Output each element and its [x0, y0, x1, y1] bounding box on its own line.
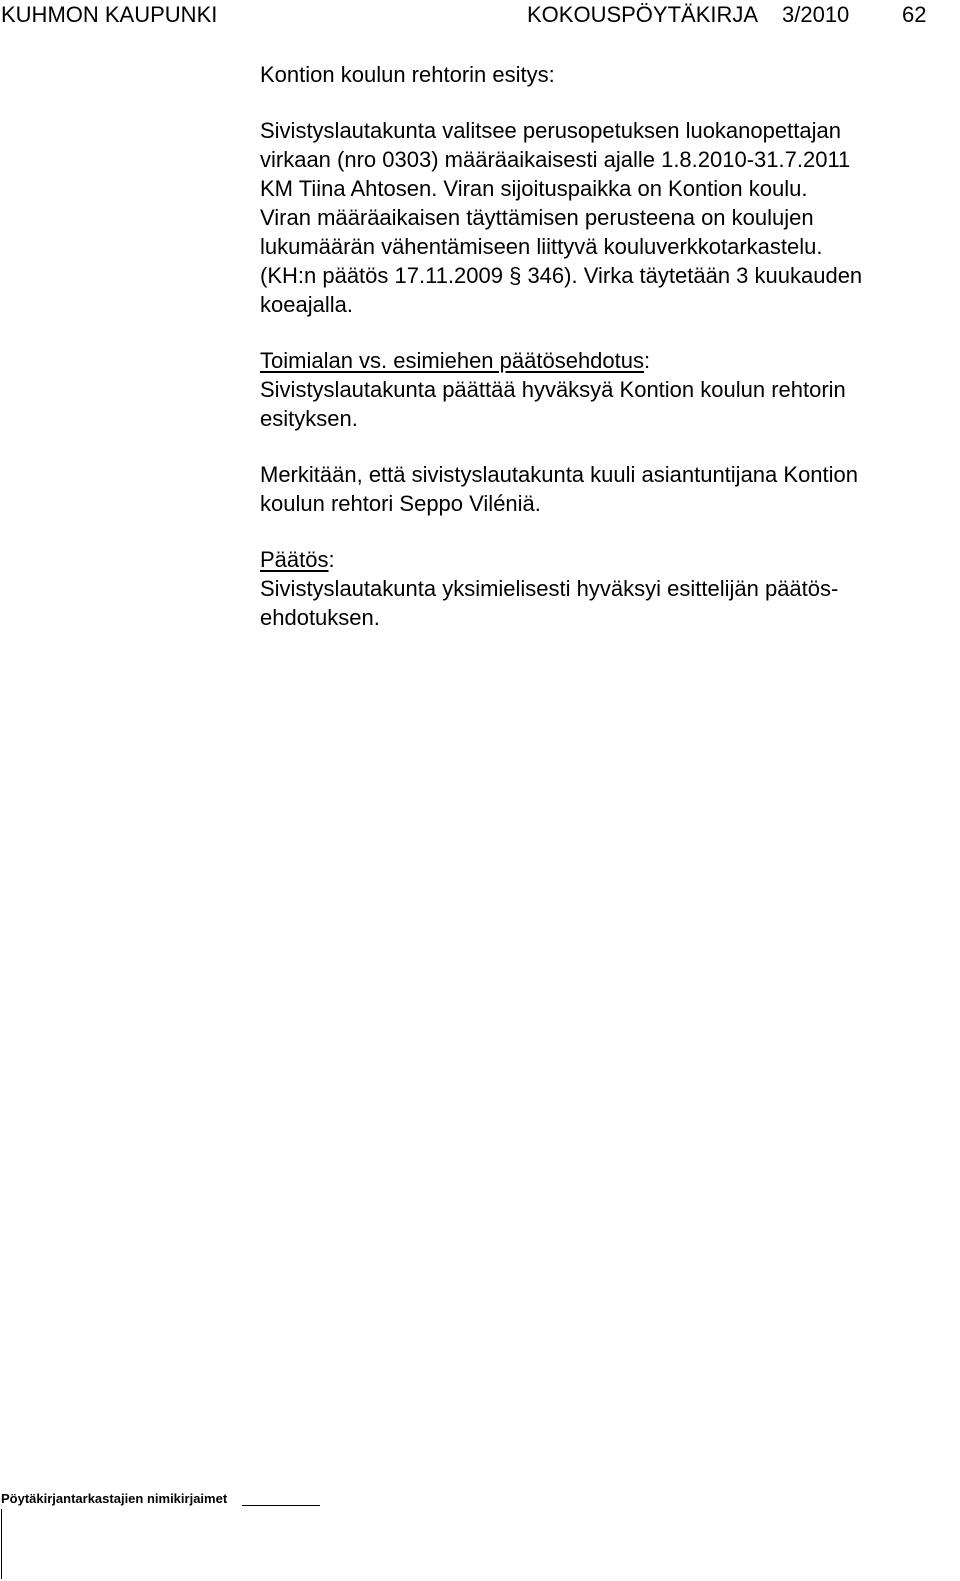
decision-proposal-line: Sivistyslautakunta päättää hyväksyä Kontion koulun rehtorin: [260, 377, 846, 402]
note-line: koulun rehtori Seppo Viléniä.: [260, 491, 541, 516]
page-number: 62: [902, 2, 927, 27]
proposal-line: (KH:n päätös 17.11.2009 § 346). Virka täytetään 3 kuukauden: [260, 263, 863, 288]
document-body: [260, 60, 960, 659]
proposal-line: Sivistyslautakunta valitsee perusopetuksen luokanopettajan: [260, 118, 841, 143]
decision-proposal-heading: [260, 346, 960, 375]
decision-proposal-label: Toimialan vs. esimiehen päätösehdotus: [260, 348, 645, 373]
meeting-number: 3/2010: [782, 2, 850, 27]
note-paragraph: [260, 460, 960, 518]
proposal-line: Viran määräaikaisen täyttämisen perusteena on koulujen: [260, 205, 814, 230]
organization-name: KUHMON KAUPUNKI: [1, 2, 218, 27]
decision-proposal-paragraph: [260, 346, 960, 433]
proposal-line: koeajalla.: [260, 292, 353, 317]
decision-line: ehdotuksen.: [260, 605, 380, 630]
signature-underline: [242, 1505, 320, 1506]
decision-label: Päätös: [260, 547, 329, 572]
proposal-line: virkaan (nro 0303) määräaikaisesti ajalle 1.8.2010-31.7.2011: [260, 147, 851, 172]
section-heading: [260, 60, 960, 89]
decision-line: Sivistyslautakunta yksimielisesti hyväksyi esittelijän päätös-: [260, 576, 839, 601]
signature-label: Pöytäkirjantarkastajien nimikirjaimet: [1, 1491, 228, 1506]
proposal-line: KM Tiina Ahtosen. Viran sijoituspaikka on Kontion koulu.: [260, 176, 808, 201]
heading-text: Kontion koulun rehtorin esitys:: [260, 62, 555, 87]
note-line: Merkitään, että sivistyslautakunta kuuli asiantuntijana Kontion: [260, 462, 859, 487]
decision-proposal-colon: :: [644, 348, 651, 373]
decision-heading: [260, 545, 960, 574]
signature-box-border: [1, 1509, 2, 1579]
proposal-paragraph: [260, 116, 960, 319]
proposal-line: lukumäärän vähentämiseen liittyvä kouluverkkotarkastelu.: [260, 234, 823, 259]
decision-colon: :: [328, 547, 335, 572]
document-type: KOKOUSPÖYTÄKIRJA: [527, 2, 759, 27]
decision-paragraph: [260, 545, 960, 632]
decision-proposal-line: esityksen.: [260, 406, 358, 431]
